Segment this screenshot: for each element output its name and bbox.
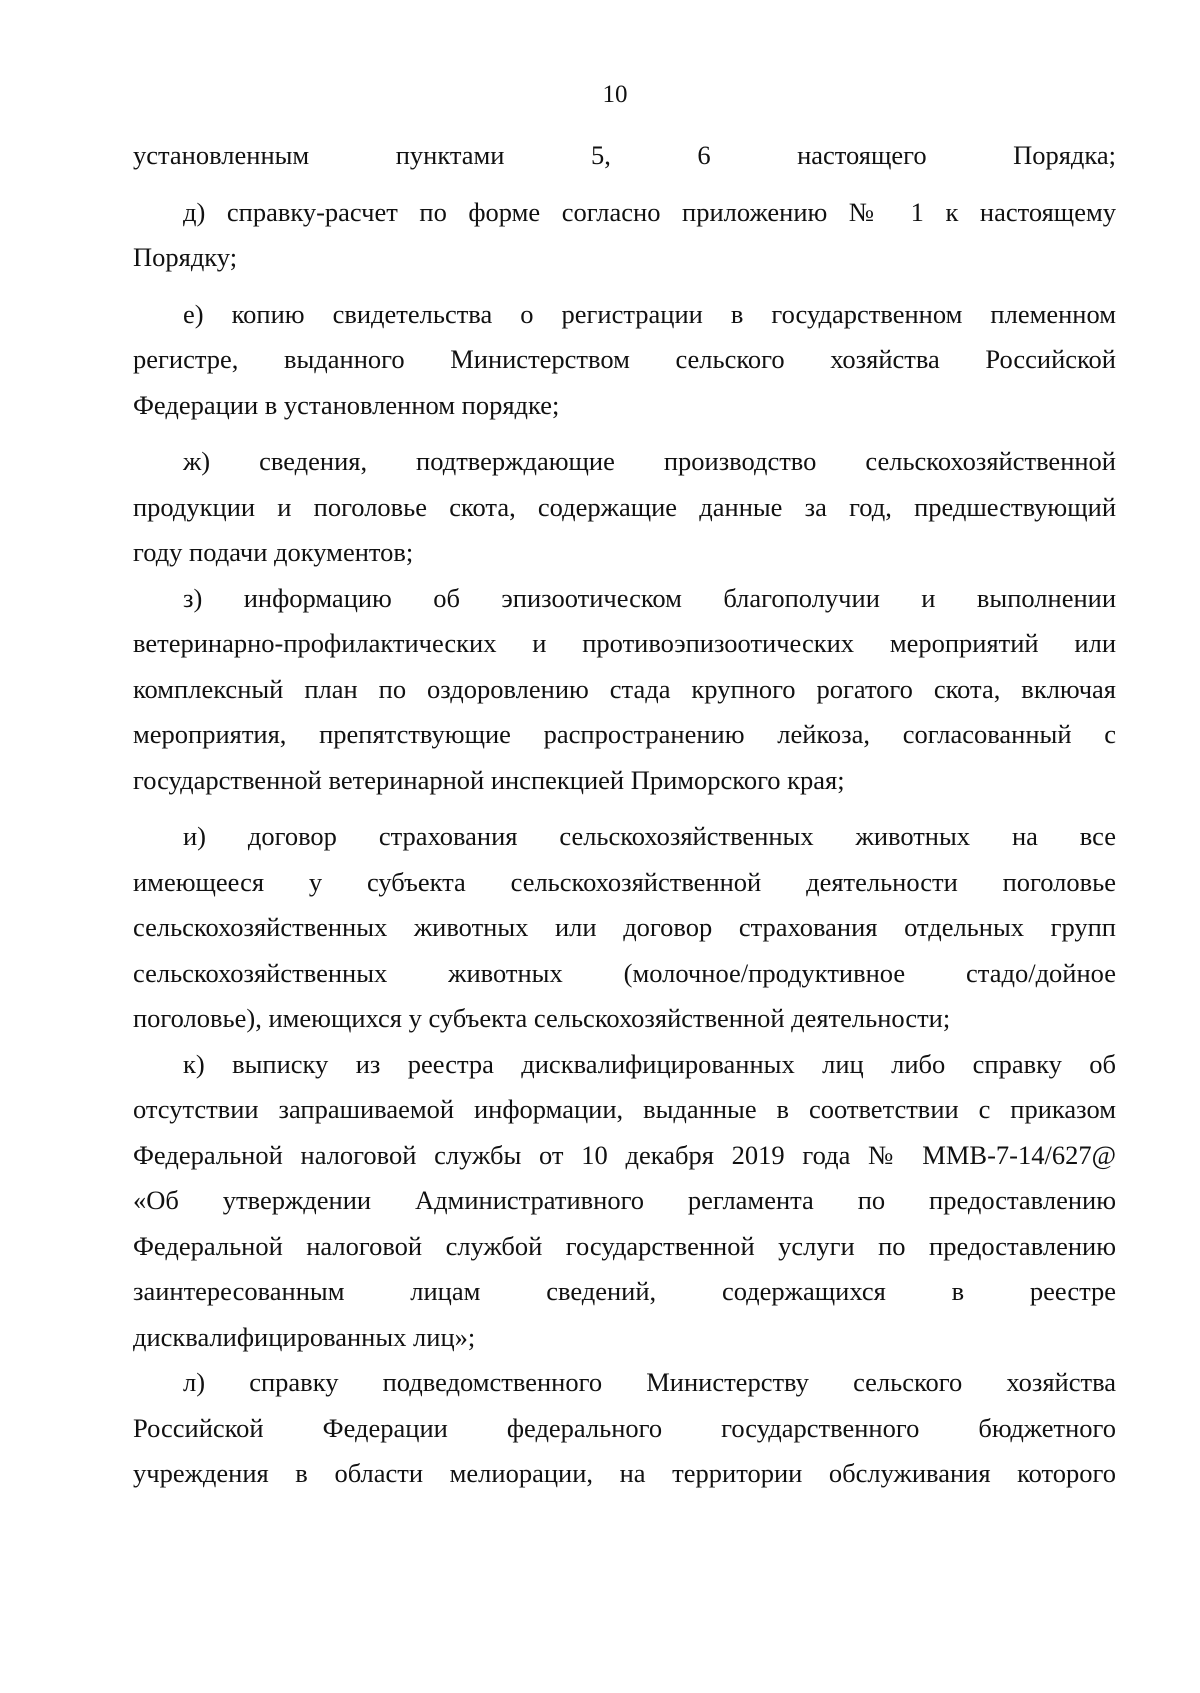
text-line: году подачи документов; xyxy=(133,537,414,567)
text-line: поголовье), имеющихся у субъекта сельскохозяйственной деятельности; xyxy=(133,1003,951,1033)
text-line: д) справку-расчет по форме согласно приложению № 1 к настоящему xyxy=(183,196,1116,227)
text-line: ветеринарно-профилактических и противоэпизоотических мероприятий или xyxy=(133,628,1116,658)
text-line: Порядку; xyxy=(133,242,238,272)
text-line: отсутствии запрашиваемой информации, выданные в соответствии с приказом xyxy=(133,1094,1116,1124)
text-line: продукции и поголовье скота, содержащие данные за год, предшествующий xyxy=(133,491,1116,522)
text-line: Федерации в установленном порядке; xyxy=(133,389,560,420)
text-line: мероприятия, препятствующие распространению лейкоза, согласованный с xyxy=(133,719,1116,749)
text-line: «Об утверждении Административного регламента по предоставлению xyxy=(133,1185,1116,1215)
text-line: л) справку подведомственного Министерству сельского хозяйства xyxy=(183,1367,1116,1397)
document-body xyxy=(133,133,1116,1497)
text-line: имеющееся у субъекта сельскохозяйственной деятельности поголовье xyxy=(133,866,1116,897)
paragraph-item-i xyxy=(133,814,1116,1042)
text-line: Федеральной налоговой службы от 10 декабря 2019 года № ММВ-7-14/627@ xyxy=(133,1139,1116,1170)
text-line: з) информацию об эпизоотическом благополучии и выполнении xyxy=(183,582,1116,613)
text-line: ж) сведения, подтверждающие производство сельскохозяйственной xyxy=(183,446,1116,476)
paragraph-item-z xyxy=(133,576,1116,804)
text-line: установленным пунктами 5, 6 настоящего Порядка; xyxy=(133,140,1116,170)
text-line: регистре, выданного Министерством сельского хозяйства Российской xyxy=(133,344,1116,374)
paragraph-item-l xyxy=(133,1360,1116,1497)
text-line: и) договор страхования сельскохозяйственных животных на все xyxy=(183,821,1116,851)
paragraph-item-zh xyxy=(133,439,1116,576)
page-number: 10 xyxy=(602,81,628,108)
text-line: государственной ветеринарной инспекцией Приморского края; xyxy=(133,764,845,795)
text-line: комплексный план по оздоровлению стада крупного рогатого скота, включая xyxy=(133,673,1116,704)
paragraph-item-d xyxy=(133,190,1116,281)
text-line: сельскохозяйственных животных (молочное/продуктивное стадо/дойное xyxy=(133,957,1116,988)
text-line: Российской Федерации федерального государственного бюджетного xyxy=(133,1412,1116,1443)
text-line: к) выписку из реестра дисквалифицированных лиц либо справку об xyxy=(183,1048,1116,1079)
text-line: заинтересованным лицам сведений, содержащихся в реестре xyxy=(133,1276,1116,1306)
paragraph-continuation xyxy=(133,133,1116,179)
text-line: е) копию свидетельства о регистрации в государственном племенном xyxy=(183,298,1116,329)
text-line: учреждения в области мелиорации, на территории обслуживания которого xyxy=(133,1458,1116,1488)
text-line: дисквалифицированных лиц»; xyxy=(133,1321,476,1352)
paragraph-item-k xyxy=(133,1042,1116,1361)
text-line: Федеральной налоговой службой государственной услуги по предоставлению xyxy=(133,1230,1116,1261)
paragraph-item-e xyxy=(133,292,1116,429)
text-line: сельскохозяйственных животных или договор страхования отдельных групп xyxy=(133,912,1116,942)
